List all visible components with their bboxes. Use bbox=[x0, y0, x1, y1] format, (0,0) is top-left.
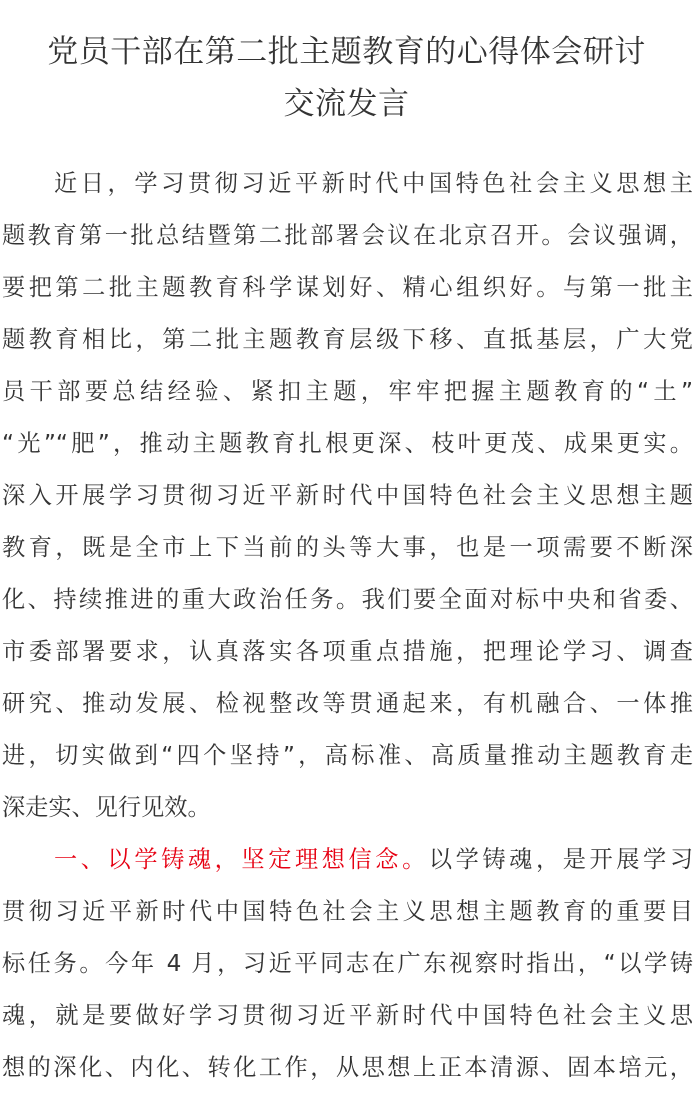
document-title bbox=[0, 26, 693, 130]
title-line-1: 党员干部在第二批主题教育的心得体会研讨 bbox=[47, 34, 646, 70]
text-line: 深走实、见行见效。 bbox=[2, 794, 211, 821]
text-line: 员干部要总结经验、紧扣主题，牢牢把握主题教育的“土” bbox=[2, 378, 693, 405]
section-heading: 一、以学铸魂，坚定理想信念。 bbox=[54, 846, 429, 873]
text-line: 市委部署要求，认真落实各项重点措施，把理论学习、调查 bbox=[2, 638, 693, 665]
text-line: 要把第二批主题教育科学谋划好、精心组织好。与第一批主 bbox=[2, 274, 693, 301]
text-line: 化、持续推进的重大政治任务。我们要全面对标中央和省委、 bbox=[2, 586, 693, 613]
paragraph-1 bbox=[2, 158, 693, 834]
article-body bbox=[2, 158, 693, 1094]
text-line: 标任务。今年 4 月，习近平同志在广东视察时指出，“以学铸 bbox=[2, 950, 693, 977]
text-line: 教育，既是全市上下当前的头等大事，也是一项需要不断深 bbox=[2, 534, 693, 561]
text-line: 题教育第一批总结暨第二批部署会议在北京召开。会议强调， bbox=[2, 222, 693, 249]
text-line: “光”“肥”，推动主题教育扎根更深、枝叶更茂、成果更实。 bbox=[2, 430, 693, 457]
text-line: 深入开展学习贯彻习近平新时代中国特色社会主义思想主题 bbox=[2, 482, 693, 509]
text-line: 魂，就是要做好学习贯彻习近平新时代中国特色社会主义思 bbox=[2, 1002, 693, 1029]
text-line: 题教育相比，第二批主题教育层级下移、直抵基层，广大党 bbox=[2, 326, 693, 353]
text-line: 研究、推动发展、检视整改等贯通起来，有机融合、一体推 bbox=[2, 690, 693, 717]
text-line: 近日，学习贯彻习近平新时代中国特色社会主义思想主 bbox=[54, 170, 693, 197]
text-line: 贯彻习近平新时代中国特色社会主义思想主题教育的重要目 bbox=[2, 898, 693, 925]
text-line: 想的深化、内化、转化工作，从思想上正本清源、固本培元， bbox=[2, 1054, 693, 1081]
heading-line-rest: 以学铸魂，是开展学习 bbox=[428, 846, 693, 873]
title-line-2: 交流发言 bbox=[283, 86, 410, 122]
paragraph-2 bbox=[2, 834, 693, 1094]
text-line: 进，切实做到“四个坚持”，高标准、高质量推动主题教育走 bbox=[2, 742, 693, 769]
text-line bbox=[2, 834, 693, 886]
